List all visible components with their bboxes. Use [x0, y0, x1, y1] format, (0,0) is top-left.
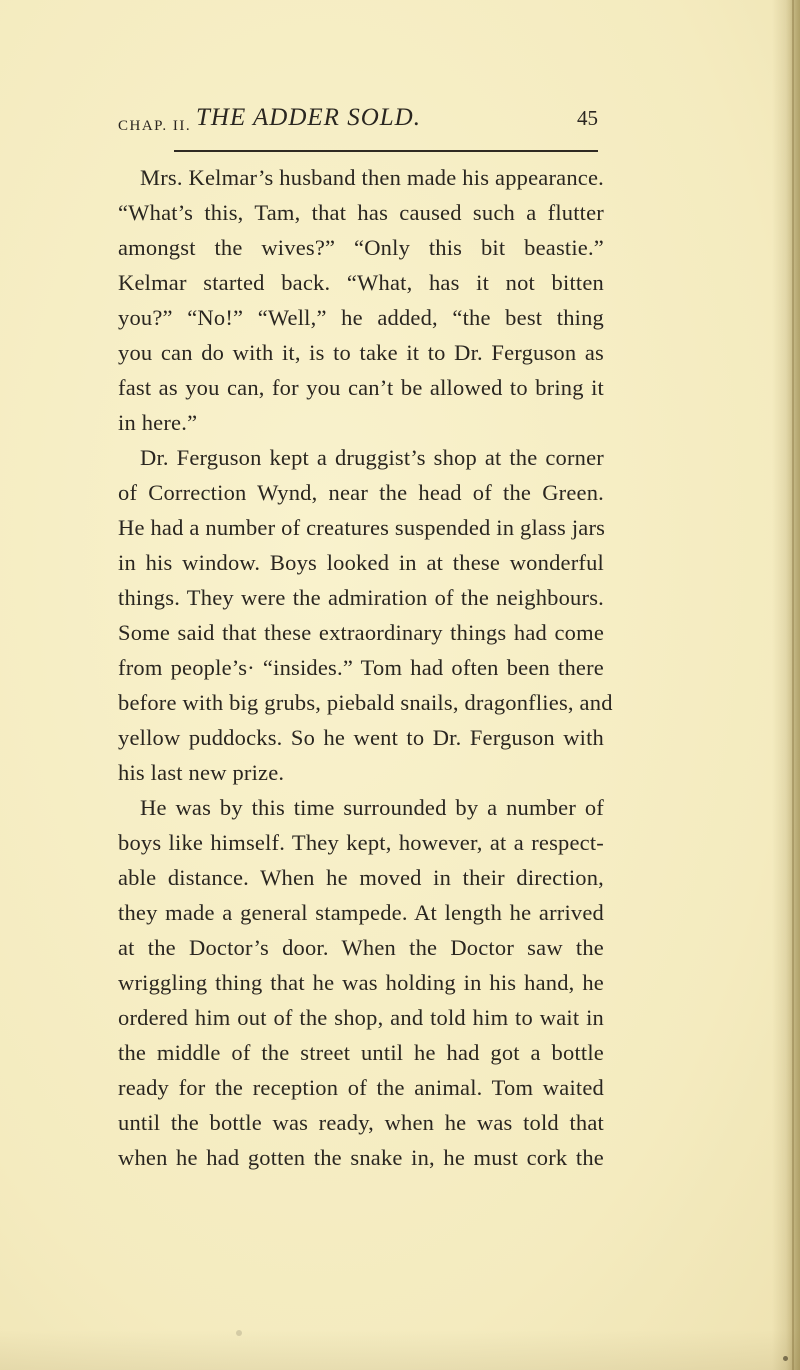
- page-bottom-shade: [0, 1330, 800, 1370]
- text-line: you can do with it, is to take it to Dr. Ferguson as: [118, 340, 604, 365]
- text-line: He was by this time surrounded by a number of: [140, 795, 604, 820]
- text-line: ordered him out of the shop, and told him to wait in: [118, 1005, 604, 1030]
- text-line: able distance. When he moved in their direction,: [118, 865, 604, 890]
- text-line: Mrs. Kelmar’s husband then made his appearance.: [140, 165, 604, 190]
- running-head: [118, 100, 598, 136]
- text-line: in here.”: [118, 410, 198, 435]
- text-line: of Correction Wynd, near the head of the Green.: [118, 480, 604, 505]
- text-line: fast as you can, for you can’t be allowed to bring it: [118, 375, 604, 400]
- text-line: boys like himself. They kept, however, at a respect-: [118, 830, 604, 855]
- text-line: they made a general stampede. At length he arrived: [118, 900, 604, 925]
- text-line: things. They were the admiration of the neighbours.: [118, 585, 604, 610]
- text-line: at the Doctor’s door. When the Doctor saw the: [118, 935, 604, 960]
- paper-speck: [783, 1356, 788, 1361]
- text-line: Some said that these extraordinary things had come: [118, 620, 604, 645]
- text-line: before with big grubs, piebald snails, dragonflies, and: [118, 690, 613, 715]
- text-line: wriggling thing that he was holding in his hand, he: [118, 970, 604, 995]
- page-number: 45: [577, 106, 598, 130]
- text-line: until the bottle was ready, when he was told that: [118, 1110, 604, 1135]
- text-line: in his window. Boys looked in at these wonderful: [118, 550, 604, 575]
- text-line: his last new prize.: [118, 760, 285, 785]
- header-rule: [174, 150, 598, 152]
- text-line: the middle of the street until he had got a bottle: [118, 1040, 604, 1065]
- body-text: [118, 160, 613, 1175]
- text-line: when he had gotten the snake in, he must cork the: [118, 1145, 604, 1170]
- page-edge-line: [792, 0, 794, 1370]
- text-line: He had a number of creatures suspended in glass jars: [118, 515, 606, 540]
- text-line: ready for the reception of the animal. Tom waited: [118, 1075, 604, 1100]
- text-line: “What’s this, Tam, that has caused such a flutter: [118, 200, 604, 225]
- text-line: Dr. Ferguson kept a druggist’s shop at the corner: [140, 445, 604, 470]
- paper-smudge: [236, 1330, 242, 1336]
- text-line: yellow puddocks. So he went to Dr. Ferguson with: [118, 725, 604, 750]
- chapter-label: CHAP. II.: [118, 118, 192, 134]
- text-line: amongst the wives?” “Only this bit beastie.”: [118, 235, 604, 260]
- text-line: from people’s· “insides.” Tom had often been there: [118, 655, 604, 680]
- text-line: you?” “No!” “Well,” he added, “the best thing: [118, 305, 604, 330]
- text-line: Kelmar started back. “What, has it not bitten: [118, 270, 604, 295]
- running-title: THE ADDER SOLD.: [196, 104, 421, 131]
